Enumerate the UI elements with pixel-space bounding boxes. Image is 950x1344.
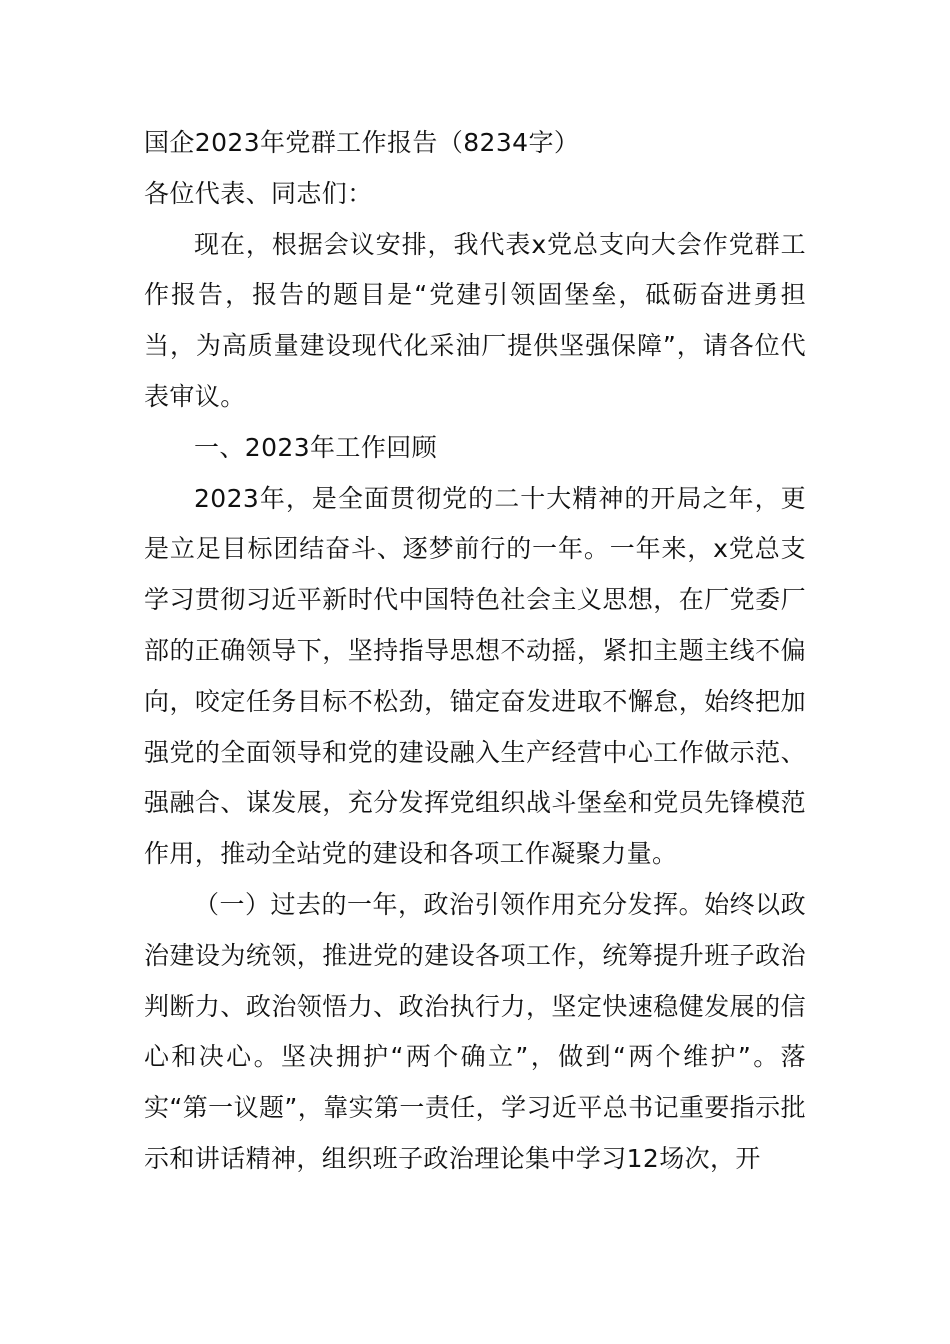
paragraph-intro: 现在，根据会议安排，我代表x党总支向大会作党群工作报告，报告的题目是“党建引领固堡垒，砥砺奋进勇担当，为高质量建设现代化采油厂提供坚强保障”，请各位代表审议。	[144, 229, 806, 411]
paragraph-overview: 2023年，是全面贯彻党的二十大精神的开局之年，更是立足目标团结奋斗、逐梦前行的一年。一年来，x党总支学习贯彻习近平新时代中国特色社会主义思想，在厂党委厂部的正确领导下，坚持指导思想不动摇，紧扣主题主线不偏向，咬定任务目标不松劲，锚定奋发进取不懈怠，始终把加强党的全面领导和党的建设融入生产经营中心工作做示范、强融合、谋发展，充分发挥党组织战斗堡垒和党员先锋模范作用，推动全站党的建设和各项工作凝聚力量。	[144, 483, 806, 869]
paragraph-political-leadership: （一）过去的一年，政治引领作用充分发挥。始终以政治建设为统领，推进党的建设各项工作，统筹提升班子政治判断力、政治领悟力、政治执行力，坚定快速稳健发展的信心和决心。坚决拥护“两个确立”，做到“两个维护”。落实“第一议题”，靠实第一责任，学习近平总书记重要指示批示和讲话精神，组织班子政治理论集中学习12场次，开	[144, 889, 806, 1173]
salutation: 各位代表、同志们：	[144, 178, 373, 208]
section-heading-review: 一、2023年工作回顾	[194, 432, 438, 462]
document-body	[144, 118, 806, 1185]
document-title: 国企2023年党群工作报告（8234字）	[144, 128, 580, 157]
